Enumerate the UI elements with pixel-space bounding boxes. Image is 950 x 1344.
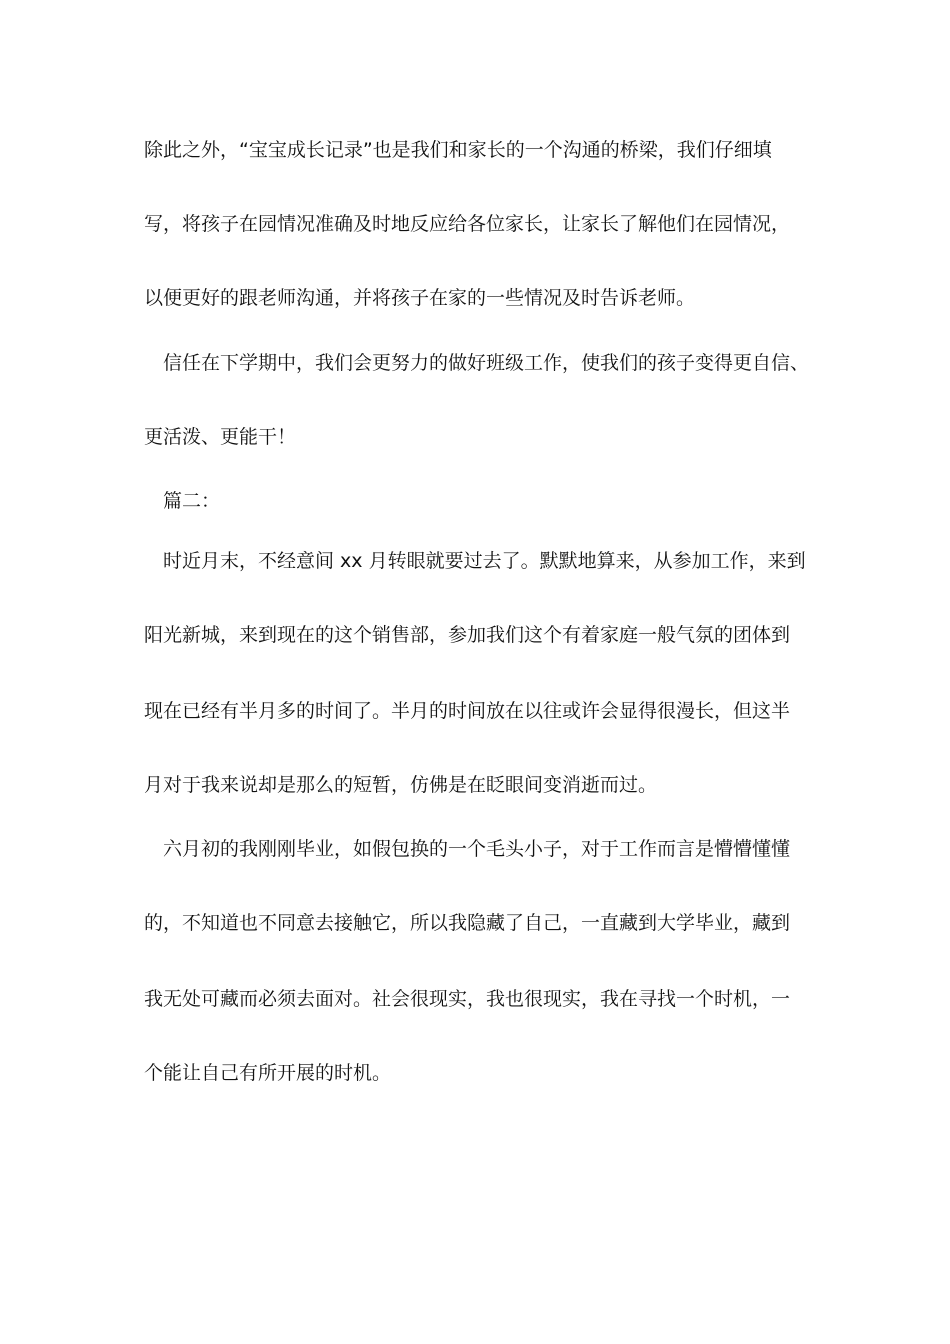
paragraph-line: 以便更好的跟老师沟通，并将孩子在家的一些情况及时告诉老师。 — [144, 287, 696, 309]
paragraph-line: 写，将孩子在园情况准确及时地反应给各位家长，让家长了解他们在园情况， — [144, 213, 791, 235]
paragraph-line: 的，不知道也不同意去接触它，所以我隐藏了自己，一直藏到大学毕业，藏到 — [144, 912, 791, 934]
paragraph-line: 月对于我来说却是那么的短暂，仿佛是在眨眼间变消逝而过。 — [144, 774, 658, 796]
paragraph-line: 除此之外，“宝宝成长记录”也是我们和家长的一个沟通的桥梁，我们仔细填 — [144, 139, 772, 161]
paragraph-line: 更活泼、更能干！ — [144, 426, 297, 448]
paragraph-line: 信任在下学期中，我们会更努力的做好班级工作，使我们的孩子变得更自信、 — [163, 352, 810, 374]
paragraph-line: 阳光新城，来到现在的这个销售部，参加我们这个有着家庭一般气氛的团体到 — [144, 624, 791, 646]
paragraph-line: 我无处可藏而必须去面对。社会很现实，我也很现实，我在寻找一个时机，一 — [144, 988, 791, 1010]
section-heading: 篇二： — [163, 490, 221, 512]
paragraph-line: 六月初的我刚刚毕业，如假包换的一个毛头小子，对于工作而言是懵懵懂懂 — [163, 838, 791, 860]
paragraph-line: 现在已经有半月多的时间了。半月的时间放在以往或许会显得很漫长，但这半 — [144, 700, 791, 722]
paragraph-line: 个能让自己有所开展的时机。 — [144, 1062, 392, 1084]
paragraph-line: 时近月末，不经意间 xx 月转眼就要过去了。默默地算来，从参加工作，来到 — [163, 550, 806, 572]
